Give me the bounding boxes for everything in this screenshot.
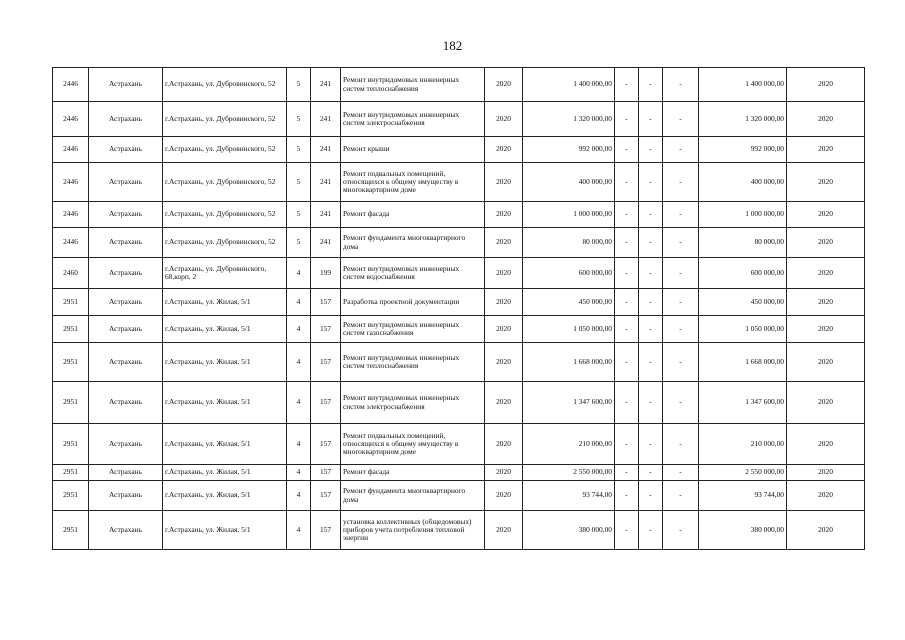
cell-address: г.Астрахань, ул. Дубровинского, 52 [163,163,287,202]
cell-fund-1: - [615,137,639,163]
cell-work-type: Ремонт внутридомовых инженерных систем водоснабжения [341,258,485,289]
cell-apartments: 157 [311,382,341,424]
cell-total-cost: 1 400 000,00 [523,68,615,102]
cell-work-type: Ремонт крыши [341,137,485,163]
table-row [53,202,865,228]
cell-work-type: установка коллективных (общедомовых) приборов учета потребления тепловой энергии [341,511,485,550]
cell-id: 2951 [53,481,89,511]
cell-apartments: 157 [311,465,341,481]
cell-year: 2020 [485,137,523,163]
cell-city: Астрахань [89,228,163,258]
cell-fund-1: - [615,481,639,511]
cell-completion-year: 2020 [787,343,865,382]
cell-amount: 450 000,00 [699,289,787,316]
capital-repair-table [52,67,865,550]
cell-address: г.Астрахань, ул. Дубровинского, 52 [163,202,287,228]
cell-id: 2446 [53,228,89,258]
cell-fund-3: - [663,163,699,202]
cell-floors: 5 [287,137,311,163]
cell-fund-3: - [663,511,699,550]
cell-fund-2: - [639,481,663,511]
cell-city: Астрахань [89,382,163,424]
table-row [53,163,865,202]
cell-completion-year: 2020 [787,289,865,316]
cell-year: 2020 [485,424,523,465]
cell-year: 2020 [485,163,523,202]
cell-completion-year: 2020 [787,465,865,481]
cell-year: 2020 [485,102,523,137]
cell-apartments: 157 [311,316,341,343]
cell-year: 2020 [485,316,523,343]
table-row [53,258,865,289]
cell-floors: 4 [287,382,311,424]
cell-apartments: 241 [311,202,341,228]
cell-completion-year: 2020 [787,163,865,202]
cell-id: 2951 [53,382,89,424]
cell-year: 2020 [485,382,523,424]
cell-address: г.Астрахань, ул. Жилая, 5/1 [163,481,287,511]
cell-year: 2020 [485,228,523,258]
cell-city: Астрахань [89,343,163,382]
cell-fund-1: - [615,465,639,481]
cell-total-cost: 400 000,00 [523,163,615,202]
cell-id: 2951 [53,424,89,465]
table-row [53,102,865,137]
cell-floors: 4 [287,424,311,465]
cell-apartments: 241 [311,228,341,258]
cell-completion-year: 2020 [787,481,865,511]
cell-address: г.Астрахань, ул. Жилая, 5/1 [163,511,287,550]
cell-fund-2: - [639,102,663,137]
cell-id: 2446 [53,137,89,163]
cell-total-cost: 992 000,00 [523,137,615,163]
cell-amount: 1 320 000,00 [699,102,787,137]
cell-fund-2: - [639,289,663,316]
table-row [53,289,865,316]
cell-id: 2951 [53,343,89,382]
cell-total-cost: 93 744,00 [523,481,615,511]
cell-id: 2446 [53,102,89,137]
cell-fund-3: - [663,316,699,343]
cell-work-type: Ремонт фундамента многоквартирного дома [341,481,485,511]
table-row [53,382,865,424]
cell-id: 2446 [53,202,89,228]
cell-floors: 5 [287,228,311,258]
cell-floors: 4 [287,465,311,481]
cell-city: Астрахань [89,316,163,343]
table-row [53,316,865,343]
cell-fund-2: - [639,343,663,382]
cell-work-type: Ремонт подвальных помещений, относящихся к общему имуществу в многоквартирном доме [341,163,485,202]
cell-apartments: 241 [311,137,341,163]
cell-total-cost: 210 000,00 [523,424,615,465]
cell-fund-3: - [663,258,699,289]
cell-city: Астрахань [89,289,163,316]
cell-apartments: 157 [311,511,341,550]
cell-total-cost: 1 050 000,00 [523,316,615,343]
cell-fund-3: - [663,228,699,258]
cell-year: 2020 [485,202,523,228]
cell-address: г.Астрахань, ул. Жилая, 5/1 [163,382,287,424]
cell-amount: 600 000,00 [699,258,787,289]
cell-year: 2020 [485,511,523,550]
cell-total-cost: 1 000 000,00 [523,202,615,228]
cell-fund-3: - [663,202,699,228]
cell-fund-2: - [639,163,663,202]
cell-fund-3: - [663,382,699,424]
cell-city: Астрахань [89,202,163,228]
cell-id: 2446 [53,163,89,202]
cell-total-cost: 1 347 600,00 [523,382,615,424]
cell-fund-2: - [639,228,663,258]
cell-address: г.Астрахань, ул. Жилая, 5/1 [163,465,287,481]
table-row [53,465,865,481]
cell-floors: 4 [287,316,311,343]
cell-floors: 5 [287,163,311,202]
cell-amount: 93 744,00 [699,481,787,511]
cell-fund-2: - [639,316,663,343]
cell-completion-year: 2020 [787,102,865,137]
cell-total-cost: 80 000,00 [523,228,615,258]
cell-city: Астрахань [89,465,163,481]
cell-year: 2020 [485,481,523,511]
cell-fund-2: - [639,202,663,228]
cell-fund-3: - [663,289,699,316]
cell-fund-2: - [639,68,663,102]
cell-fund-2: - [639,137,663,163]
cell-fund-3: - [663,465,699,481]
cell-city: Астрахань [89,102,163,137]
cell-amount: 992 000,00 [699,137,787,163]
cell-floors: 4 [287,258,311,289]
cell-fund-2: - [639,382,663,424]
cell-work-type: Ремонт внутридомовых инженерных систем теплоснабжения [341,68,485,102]
cell-amount: 1 050 000,00 [699,316,787,343]
table-row [53,511,865,550]
cell-address: г.Астрахань, ул. Жилая, 5/1 [163,289,287,316]
cell-work-type: Ремонт внутридомовых инженерных систем электроснабжения [341,102,485,137]
cell-apartments: 241 [311,68,341,102]
cell-fund-3: - [663,424,699,465]
cell-apartments: 241 [311,102,341,137]
table-row [53,481,865,511]
cell-amount: 210 000,00 [699,424,787,465]
cell-amount: 80 000,00 [699,228,787,258]
table-row [53,424,865,465]
cell-total-cost: 600 000,00 [523,258,615,289]
cell-apartments: 199 [311,258,341,289]
table-row [53,137,865,163]
cell-address: г.Астрахань, ул. Дубровинского, 52 [163,228,287,258]
cell-amount: 1 668 000,00 [699,343,787,382]
cell-floors: 4 [287,481,311,511]
cell-fund-2: - [639,511,663,550]
cell-address: г.Астрахань, ул. Жилая, 5/1 [163,424,287,465]
cell-work-type: Ремонт подвальных помещений, относящихся к общему имуществу в многоквартирном доме [341,424,485,465]
cell-city: Астрахань [89,511,163,550]
cell-work-type: Ремонт фасада [341,202,485,228]
cell-floors: 4 [287,511,311,550]
cell-total-cost: 380 000,00 [523,511,615,550]
cell-city: Астрахань [89,258,163,289]
cell-address: г.Астрахань, ул. Жилая, 5/1 [163,316,287,343]
page-number: 182 [442,38,463,53]
cell-fund-3: - [663,137,699,163]
cell-city: Астрахань [89,424,163,465]
cell-completion-year: 2020 [787,137,865,163]
cell-year: 2020 [485,343,523,382]
cell-id: 2951 [53,511,89,550]
table-row [53,343,865,382]
cell-amount: 380 000,00 [699,511,787,550]
cell-total-cost: 2 550 000,00 [523,465,615,481]
cell-completion-year: 2020 [787,382,865,424]
cell-work-type: Ремонт фасада [341,465,485,481]
cell-fund-3: - [663,68,699,102]
cell-fund-2: - [639,424,663,465]
cell-completion-year: 2020 [787,258,865,289]
cell-city: Астрахань [89,163,163,202]
cell-year: 2020 [485,465,523,481]
cell-fund-1: - [615,228,639,258]
cell-amount: 1 347 600,00 [699,382,787,424]
cell-address: г.Астрахань, ул. Жилая, 5/1 [163,343,287,382]
cell-fund-1: - [615,102,639,137]
cell-year: 2020 [485,289,523,316]
cell-fund-1: - [615,163,639,202]
cell-fund-2: - [639,258,663,289]
cell-floors: 5 [287,102,311,137]
cell-fund-1: - [615,382,639,424]
cell-fund-3: - [663,343,699,382]
cell-city: Астрахань [89,68,163,102]
cell-city: Астрахань [89,137,163,163]
cell-floors: 4 [287,289,311,316]
table-row [53,228,865,258]
cell-work-type: Ремонт фундамента многоквартирного дома [341,228,485,258]
cell-address: г.Астрахань, ул. Дубровинского, 52 [163,137,287,163]
cell-fund-3: - [663,481,699,511]
cell-total-cost: 1 320 000,00 [523,102,615,137]
cell-fund-1: - [615,258,639,289]
cell-floors: 4 [287,343,311,382]
cell-fund-1: - [615,202,639,228]
cell-fund-1: - [615,68,639,102]
cell-work-type: Ремонт внутридомовых инженерных систем теплоснабжения [341,343,485,382]
cell-completion-year: 2020 [787,316,865,343]
cell-fund-3: - [663,102,699,137]
cell-amount: 400 000,00 [699,163,787,202]
cell-fund-1: - [615,424,639,465]
cell-amount: 1 400 000,00 [699,68,787,102]
cell-id: 2951 [53,316,89,343]
cell-amount: 1 000 000,00 [699,202,787,228]
cell-id: 2446 [53,68,89,102]
cell-id: 2460 [53,258,89,289]
cell-apartments: 157 [311,481,341,511]
cell-fund-1: - [615,316,639,343]
cell-floors: 5 [287,68,311,102]
cell-year: 2020 [485,258,523,289]
cell-apartments: 157 [311,424,341,465]
cell-work-type: Ремонт внутридомовых инженерных систем газоснабжения [341,316,485,343]
cell-address: г.Астрахань, ул. Дубровинского, 68,корп. 2 [163,258,287,289]
cell-completion-year: 2020 [787,202,865,228]
table-row [53,68,865,102]
cell-city: Астрахань [89,481,163,511]
cell-completion-year: 2020 [787,68,865,102]
cell-fund-1: - [615,343,639,382]
cell-fund-1: - [615,511,639,550]
cell-work-type: Разработка проектной документации [341,289,485,316]
cell-completion-year: 2020 [787,511,865,550]
cell-fund-1: - [615,289,639,316]
cell-apartments: 241 [311,163,341,202]
cell-year: 2020 [485,68,523,102]
cell-apartments: 157 [311,289,341,316]
cell-amount: 2 550 000,00 [699,465,787,481]
table-body [53,68,865,550]
cell-apartments: 157 [311,343,341,382]
cell-id: 2951 [53,465,89,481]
cell-total-cost: 1 668 000,00 [523,343,615,382]
cell-work-type: Ремонт внутридомовых инженерных систем электроснабжения [341,382,485,424]
cell-floors: 5 [287,202,311,228]
cell-completion-year: 2020 [787,228,865,258]
cell-fund-2: - [639,465,663,481]
cell-id: 2951 [53,289,89,316]
cell-address: г.Астрахань, ул. Дубровинского, 52 [163,102,287,137]
cell-total-cost: 450 000,00 [523,289,615,316]
cell-completion-year: 2020 [787,424,865,465]
cell-address: г.Астрахань, ул. Дубровинского, 52 [163,68,287,102]
